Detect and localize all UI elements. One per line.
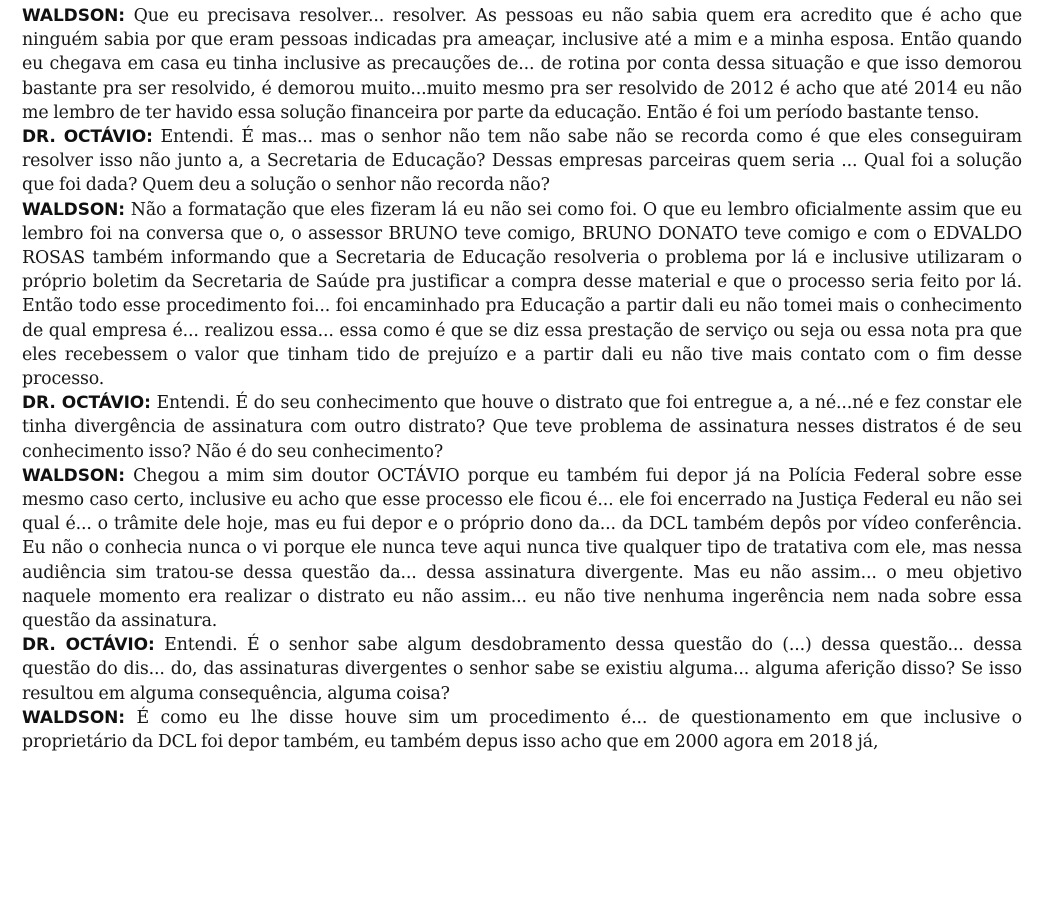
transcript-paragraph xyxy=(22,633,1022,706)
speech-text: Chegou a mim sim doutor OCTÁVIO porque eu também fui depor já na Polícia Federal sobre esse mesmo caso certo, inclusive eu acho que esse processo ele ficou é... ele foi encerrado na Justiça Federal eu não sei qual é... o trâmite dele hoje, mas eu fui depor e o próprio dono da... da DCL também depôs por vídeo conferência. Eu não o conhecia nunca o vi porque ele nunca teve aqui nunca tive qualquer tipo de tratativa com ele, mas nessa audiência sim tratou-se dessa questão da... dessa assinatura divergente. Mas eu não assim... o meu objetivo naquele momento era realizar o distrato eu não assim... eu não tive nenhuma ingerência nem nada sobre essa questão da assinatura. xyxy=(22,465,1022,632)
speech-text: É como eu lhe disse houve sim um procedimento é... de questionamento em que inclusive o proprietário da DCL foi depor também, eu também depus isso acho que em 2000 agora em 2018 já, xyxy=(22,707,1022,753)
transcript-paragraph xyxy=(22,391,1022,464)
speaker-label: WALDSON: xyxy=(22,199,126,220)
transcript-paragraph xyxy=(22,198,1022,392)
transcript-page xyxy=(22,4,1022,754)
speech-text: Entendi. É do seu conhecimento que houve o distrato que foi entregue a, a né...né e fez constar ele tinha divergência de assinatura com outro distrato? Que teve problema de assinatura nesses distratos é de seu conhecimento isso? Não é do seu conhecimento? xyxy=(22,393,1022,462)
speech-text: Entendi. É o senhor sabe algum desdobramento dessa questão do (...) dessa questão... dessa questão do dis... do, das assinaturas divergentes o senhor sabe se existiu alguma... alguma aferição disso? Se isso resultou em alguma consequência, alguma coisa? xyxy=(22,635,1022,704)
speaker-label: DR. OCTÁVIO: xyxy=(22,393,151,414)
speaker-label: WALDSON: xyxy=(22,707,126,728)
speaker-label: WALDSON: xyxy=(22,465,126,486)
speech-text: Não a formatação que eles fizeram lá eu não sei como foi. O que eu lembro oficialmente assim que eu lembro foi na conversa que o, o assessor BRUNO teve comigo, BRUNO DONATO teve comigo e com o EDVALDO ROSAS também informando que a Secretaria de Educação resolveria o problema por lá e inclusive utilizaram o próprio boletim da Secretaria de Saúde pra justificar a compra desse material e que o processo seria feito por lá. Então todo esse procedimento foi... foi encaminhado pra Educação a partir dali eu não tomei mais o conhecimento de qual empresa é... realizou essa... essa como é que se diz essa prestação de serviço ou seja ou essa nota pra que eles recebessem o valor que tinham tido de prejuízo e a partir dali eu não tive mais contato com o fim desse processo. xyxy=(22,199,1022,390)
transcript-paragraph xyxy=(22,125,1022,198)
speech-text: Que eu precisava resolver... resolver. As pessoas eu não sabia quem era acredito que é acho que ninguém sabia por que eram pessoas indicadas pra ameaçar, inclusive até a mim e a minha esposa. Então quando eu chegava em casa eu tinha inclusive as precauções de... de rotina por conta dessa situação e que isso demorou bastante pra ser resolvido, é demorou muito...muito mesmo pra ser resolvido de 2012 é acho que até 2014 eu não me lembro de ter havido essa solução financeira por parte da educação. Então é foi um período bastante tenso. xyxy=(22,6,1022,123)
speaker-label: WALDSON: xyxy=(22,6,126,26)
transcript-paragraph xyxy=(22,4,1022,125)
speaker-label: DR. OCTÁVIO: xyxy=(22,635,155,656)
transcript-paragraph xyxy=(22,706,1022,754)
speaker-label: DR. OCTÁVIO: xyxy=(22,127,153,148)
speech-text: Entendi. É mas... mas o senhor não tem não sabe não se recorda como é que eles conseguiram resolver isso não junto a, a Secretaria de Educação? Dessas empresas parceiras quem seria ... Qual foi a solução que foi dada? Quem deu a solução o senhor não recorda não? xyxy=(22,127,1022,196)
transcript-paragraph xyxy=(22,464,1022,633)
